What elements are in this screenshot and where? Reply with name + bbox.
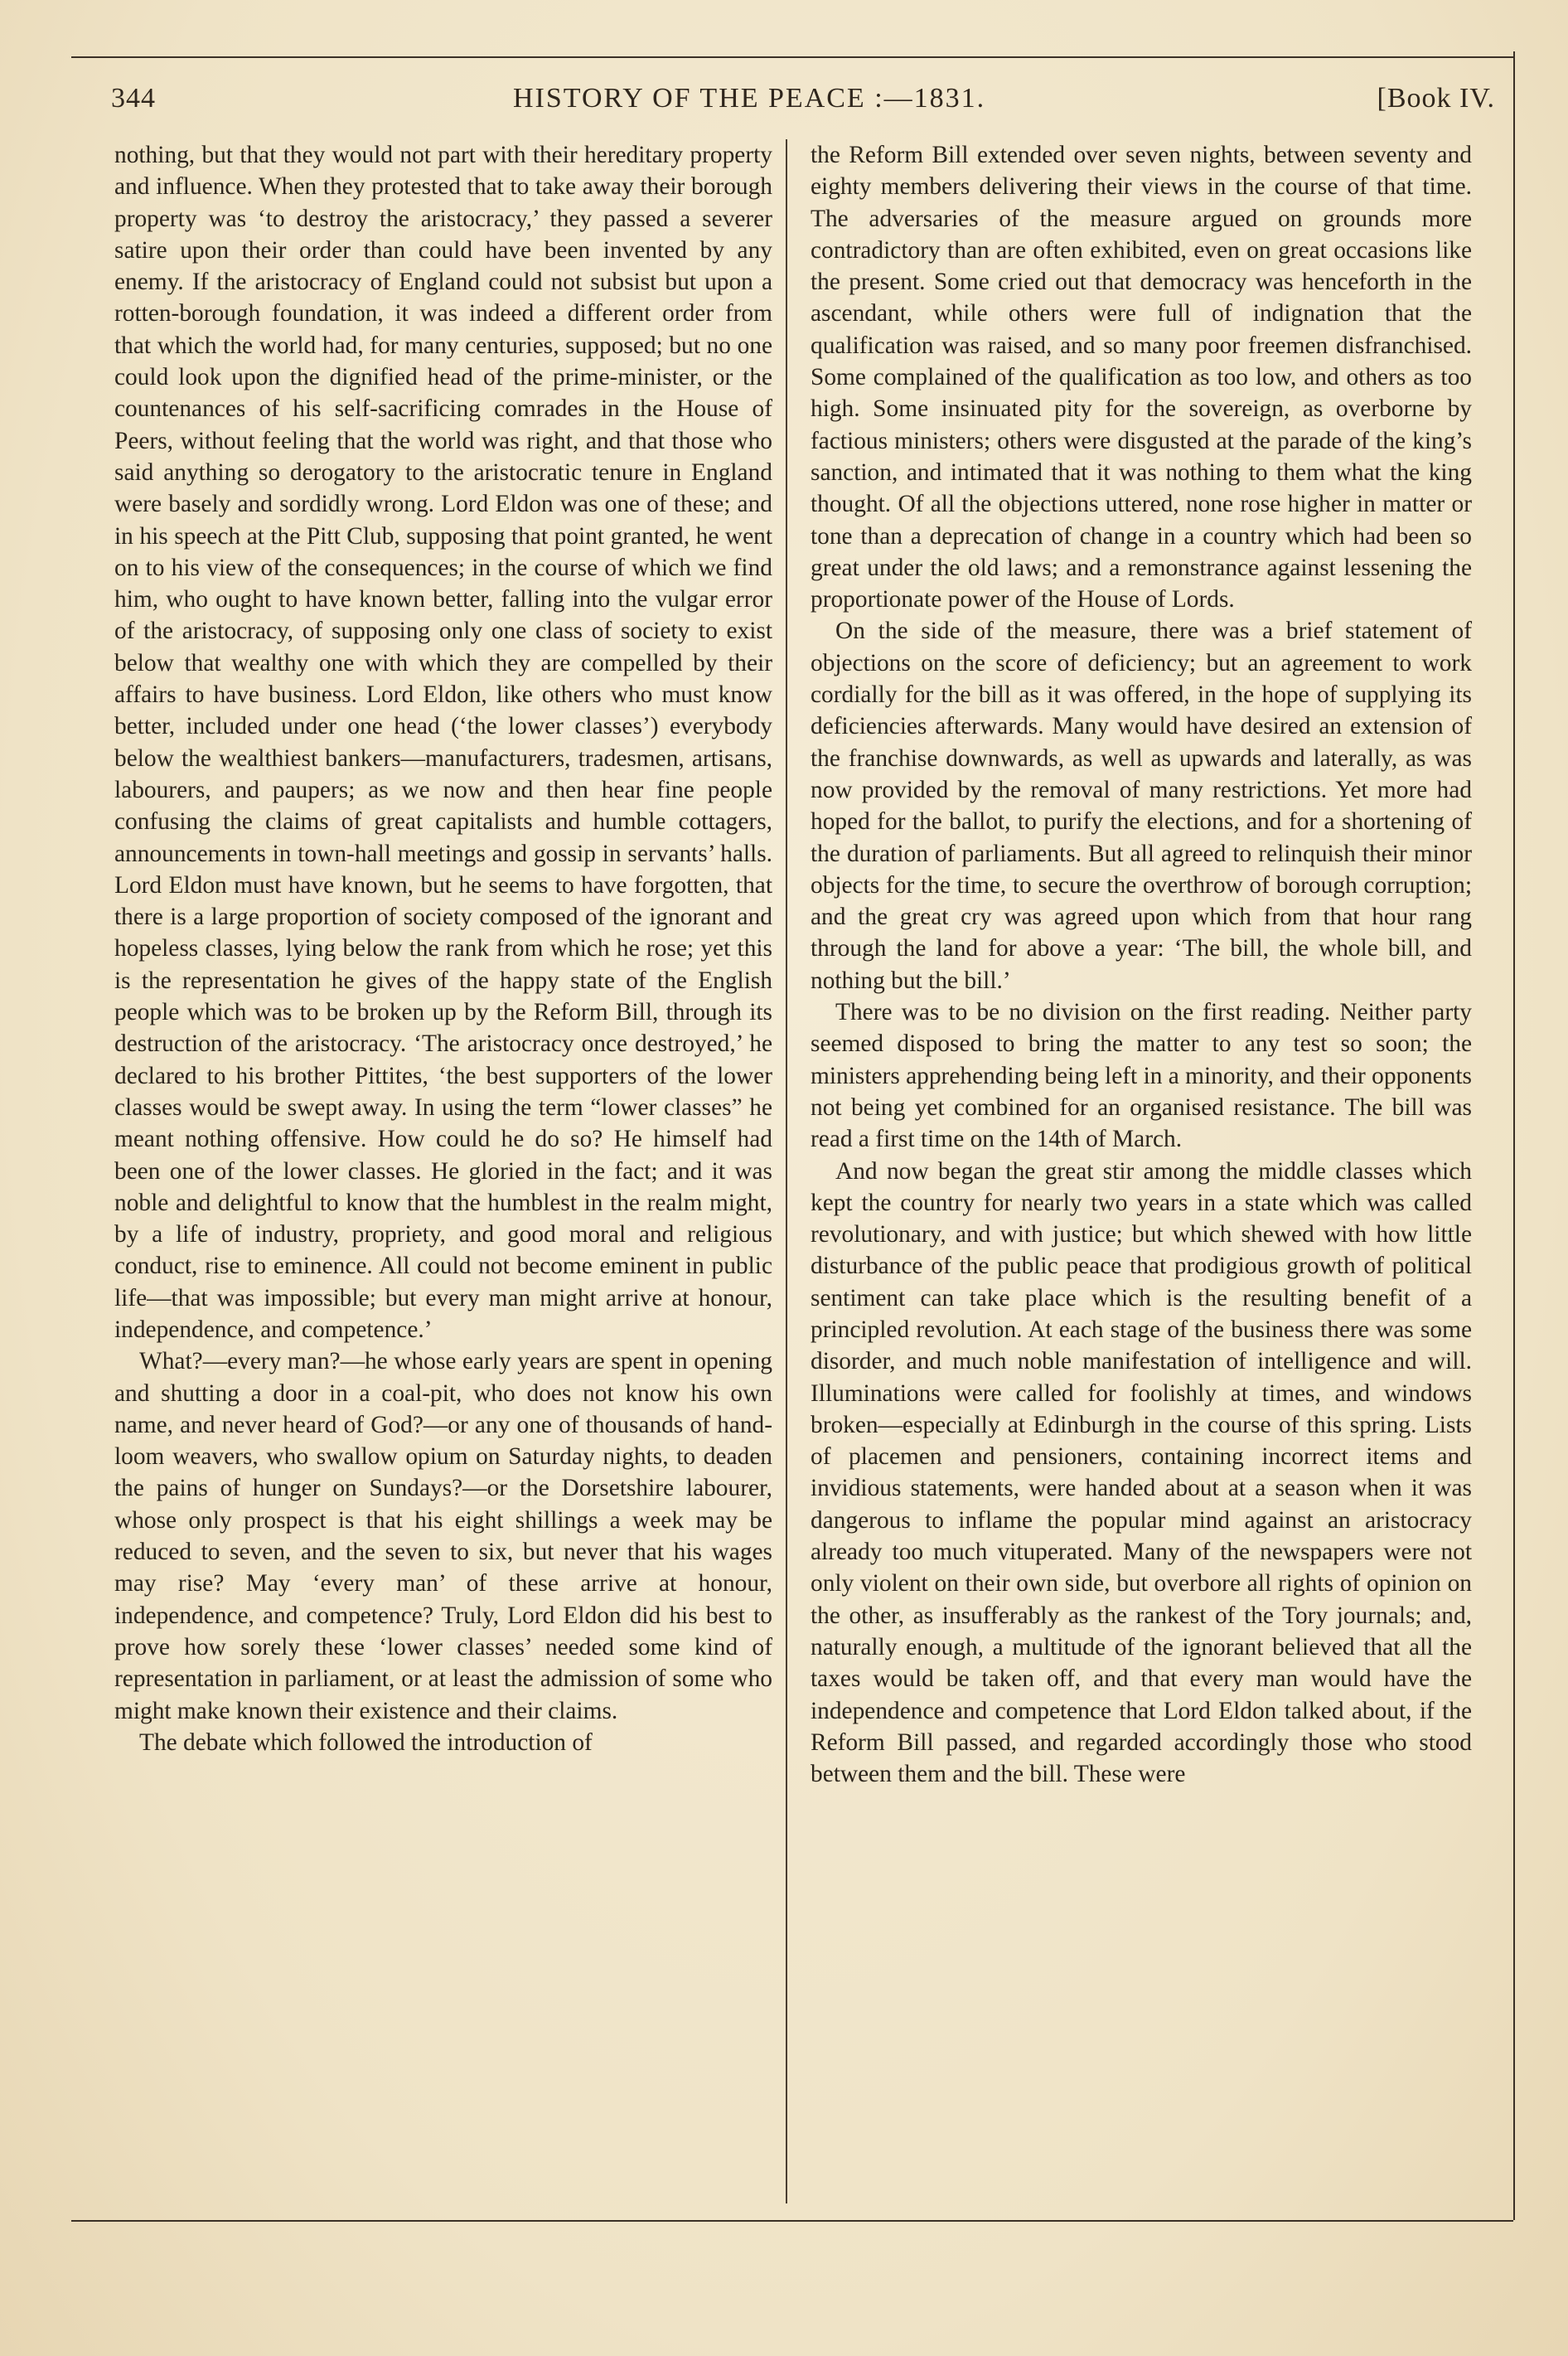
- bottom-rule: [71, 2220, 1513, 2222]
- right-paragraph: There was to be no division on the first reading. Neither party seemed disposed to bring the matter to any test so soon; the ministers apprehending being left in a minority, and their opponents not being yet combined for an organised resistance. The bill was read a first time on the 14th of March.: [811, 999, 1472, 1153]
- left-paragraph: The debate which followed the introduction of: [139, 1728, 593, 1756]
- left-paragraph: What?—every man?—he whose early years are spent in opening and shutting a door in a coal-pit, who does not know his own name, and never heard of God?—or any one of thousands of hand-loom weavers, who swallow opium on Saturday nights, to deaden the pains of hunger on Sundays?—or the Dorsetshire labourer, whose only prospect is that his eight shillings a week may be reduced to seven, and the seven to six, but never that his wages may rise? May ‘every man’ of these arrive at honour, independence, and competence? Truly, Lord Eldon did his best to prove how sorely these ‘lower classes’ needed some kind of representation in parliament, or at least the admission of some who might make known their existence and their claims.: [114, 1348, 772, 1724]
- right-margin-rule: [1513, 51, 1515, 2220]
- top-rule: [71, 56, 1513, 58]
- right-paragraph: the Reform Bill extended over seven nights, between seventy and eighty members delivering their views in the course of that time. The adversaries of the measure argued on grounds more contradictory than are often exhibited, even on great occasions like the present. Some cried out that democracy was henceforth in the ascendant, while others were full of indignation that the qualification was raised, and so many poor freemen disfranchised. Some complained of the qualification as too low, and others as too high. Some insinuated pity for the sovereign, as overborne by factious ministers; others were disgusted at the parade of the king’s sanction, and intimated that it was nothing to them what the king thought. Of all the objections uttered, none rose higher in matter or tone than a deprecation of change in a country which had been so great under the old laws; and a remonstrance against lessening the proportionate power of the House of Lords.: [811, 142, 1472, 613]
- right-paragraph: And now began the great stir among the middle classes which kept the country for nearly two years in a state which was called revolutionary, and with justice; but which shewed with how little disturbance of the public peace that prodigious growth of political sentiment can take place which is the resulting benefit of a principled revolution. At each stage of the business there was some disorder, and much noble manifestation of intelligence and will. Illuminations were called for foolishly at times, and windows broken—especially at Edinburgh in the course of this spring. Lists of placemen and pensioners, containing incorrect items and invidious statements, were handed about at a season when it was dangerous to inflame the popular mind against an aristocracy already too much vituperated. Many of the newspapers were not only violent on their own side, but overbore all rights of opinion on the other, as insufferably as the rankest of the Tory journals; and, naturally enough, a multitude of the ignorant believed that all the taxes would be taken off, and that every man would have the independence and competence that Lord Eldon talked about, if the Reform Bill passed, and regarded accordingly those who stood between them and the bill. These were: [811, 1157, 1472, 1788]
- right-paragraph: On the side of the measure, there was a brief statement of objections on the score of deficiency; but an agreement to work cordially for the bill as it was offered, in the hope of supplying its deficiencies afterwards. Many would have desired an extension of the franchise downwards, as well as upwards and laterally, as was now provided by the removal of many restrictions. Yet more had hoped for the ballot, to purify the elections, and for a shortening of the duration of parliaments. But all agreed to relinquish their minor objects for the time, to secure the overthrow of borough corruption; and the great cry was agreed upon which from that hour rang through the land for above a year: ‘The bill, the whole bill, and nothing but the bill.’: [811, 618, 1472, 994]
- left-column: [114, 139, 772, 2212]
- right-column: [811, 139, 1472, 2212]
- page-number: 344: [111, 83, 156, 114]
- book-label: [Book IV.: [1377, 83, 1495, 114]
- running-title: HISTORY OF THE PEACE :—1831.: [513, 83, 986, 114]
- column-divider: [786, 139, 787, 2203]
- left-paragraph: nothing, but that they would not part with their hereditary property and influence. When they protested that to take away their borough property was ‘to destroy the aristocracy,’ they passed a severer satire upon their order than could have been invented by any enemy. If the aristocracy of England could not subsist but upon a rotten-borough foundation, it was indeed a different order from that which the world had, for many centuries, supposed; but no one could look upon the dignified head of the prime-minister, or the countenances of his self-sacrificing comrades in the House of Peers, without feeling that the world was right, and that those who said anything so derogatory to the aristocratic tenure in England were basely and sordidly wrong. Lord Eldon was one of these; and in his speech at the Pitt Club, supposing that point granted, he went on to his view of the consequences; in the course of which we find him, who ought to have known better, falling into the vulgar error of the aristocracy, of supposing only one class of society to exist below that wealthy one with which they are compelled by their affairs to have business. Lord Eldon, like others who must know better, included under one head (‘the lower classes’) everybody below the wealthiest bankers—manufacturers, tradesmen, artisans, labourers, and paupers; as we now and then hear fine people confusing the claims of great capitalists and humble cottagers, announcements in town-hall meetings and gossip in servants’ halls. Lord Eldon must have known, but he seems to have forgotten, that there is a large proportion of society composed of the ignorant and hopeless classes, lying below the rank from which he rose; yet this is the representation he gives of the happy state of the English people which was to be broken up by the Reform Bill, through its destruction of the aristocracy. ‘The aristocracy once destroyed,’ he declared to his brother Pittites, ‘the best supporters of the lower classes would be swept away. In using the term “lower classes” he meant nothing offensive. How could he do so? He himself had been one of the lower classes. He gloried in the fact; and it was noble and delightful to know that the humblest in the realm might, by a life of industry, propriety, and good moral and religious conduct, rise to eminence. All could not become eminent in public life—that was impossible; but every man might arrive at honour, independence, and competence.’: [114, 142, 772, 1343]
- running-header: [111, 83, 1495, 129]
